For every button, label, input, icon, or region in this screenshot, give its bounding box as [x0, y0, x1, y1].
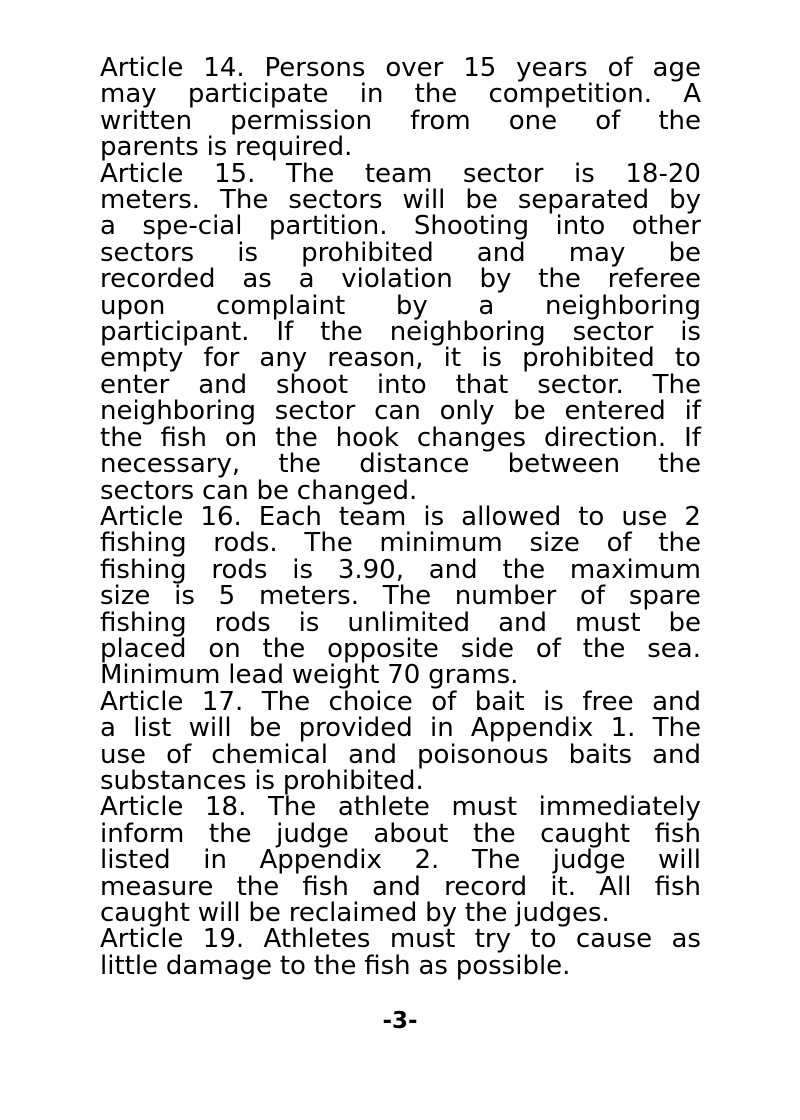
word: fishing [100, 554, 187, 585]
word: the [582, 633, 626, 664]
word: The [261, 686, 311, 717]
text-line [100, 924, 701, 955]
word: age [652, 53, 701, 83]
word: 5 [218, 581, 236, 612]
word: fish [654, 871, 701, 902]
word: sectors [100, 237, 195, 268]
text-line [100, 845, 701, 876]
word: substances [100, 765, 247, 796]
word: is [298, 607, 320, 638]
word: the [313, 950, 357, 981]
text-line [100, 422, 701, 453]
word: will [402, 185, 446, 216]
text-line [100, 264, 701, 295]
word: changed. [296, 475, 418, 506]
word: reclaimed [288, 898, 418, 928]
word: of [607, 53, 633, 83]
word: is [174, 581, 195, 612]
word: team [364, 158, 433, 189]
word: as [418, 950, 448, 981]
word: other [631, 211, 701, 242]
word: can [374, 396, 421, 427]
word: the [278, 449, 322, 480]
word: 2 [684, 501, 701, 532]
word: participate [187, 79, 329, 110]
word: distance [359, 449, 470, 480]
word: the [414, 79, 458, 110]
word: be [248, 898, 281, 928]
word: lead [228, 660, 284, 691]
word: caught [540, 818, 631, 849]
word: may [100, 79, 157, 110]
word: 2. [414, 845, 440, 876]
text-line [100, 79, 701, 110]
word: competition. [488, 79, 652, 110]
word: as [242, 264, 272, 295]
word: 19. [202, 924, 245, 955]
word: must [574, 607, 641, 638]
word: prohibited [522, 343, 655, 374]
word: baits [568, 739, 633, 770]
word: will [197, 898, 241, 928]
word: the [208, 818, 252, 849]
word: use [100, 739, 147, 770]
word: immediately [538, 792, 701, 823]
word: sector. [537, 369, 624, 400]
word: for [203, 343, 240, 374]
word: 18. [205, 792, 247, 823]
word: the [320, 317, 363, 348]
text-line [100, 660, 701, 691]
word: sector [572, 317, 654, 348]
word: try [474, 924, 512, 955]
word: fish [654, 818, 701, 849]
text-line [100, 343, 701, 374]
word: one [508, 105, 558, 136]
word: the [658, 528, 701, 559]
article-paragraph [100, 501, 701, 691]
word: If [684, 422, 701, 453]
word: will [188, 713, 232, 744]
word: Article [100, 501, 184, 532]
word: unlimited [347, 607, 471, 638]
word: The [304, 528, 353, 559]
text-line [100, 369, 701, 400]
text-line [100, 871, 701, 902]
word: The [382, 581, 432, 612]
word: Shooting [413, 211, 530, 242]
word: be [668, 237, 701, 268]
word: must [389, 924, 456, 955]
word: rods [214, 607, 271, 638]
page-number: -3- [382, 1008, 418, 1034]
word: necessary, [100, 449, 241, 480]
word: about [373, 818, 449, 849]
word: Article [100, 924, 184, 955]
word: measure [100, 871, 214, 902]
word: judges. [515, 898, 610, 928]
word: maximum [569, 554, 701, 585]
word: athlete [337, 792, 430, 823]
word: is [543, 686, 564, 717]
word: spe-cial [142, 211, 243, 242]
word: damage [165, 950, 273, 981]
word: is [481, 343, 502, 374]
word: the [472, 818, 516, 849]
word: sectors [100, 475, 195, 506]
word: meters. [258, 581, 359, 612]
word: into [376, 369, 427, 400]
word: size [100, 581, 151, 612]
word: record [444, 871, 528, 902]
word: poisonous [417, 739, 549, 770]
text-line [100, 449, 701, 480]
word: fishing [100, 607, 187, 638]
word: meters. [100, 185, 201, 216]
word: fish [160, 422, 207, 453]
word: little [100, 950, 159, 981]
word: only [439, 396, 495, 427]
word: number [454, 581, 557, 612]
word: provided [298, 713, 413, 744]
word: be [513, 396, 546, 427]
text-line [100, 607, 701, 638]
word: caught [100, 898, 190, 928]
text-line [100, 765, 701, 796]
word: is [237, 237, 259, 268]
word: a [100, 211, 116, 242]
word: of [431, 686, 457, 717]
word: the [502, 554, 546, 585]
word: of [606, 528, 632, 559]
word: Minimum [100, 660, 221, 691]
document-body [100, 55, 701, 979]
word: partition. [268, 211, 388, 242]
word: that [455, 369, 509, 400]
word: prohibited. [282, 765, 424, 796]
word: 16. [200, 501, 242, 532]
word: of [580, 581, 606, 612]
article-paragraph [100, 55, 701, 161]
word: choice [328, 686, 413, 717]
word: Appendix [259, 845, 382, 876]
word: the [658, 105, 701, 136]
word: separated [517, 185, 650, 216]
word: on [224, 422, 258, 453]
word: All [599, 871, 632, 902]
word: 15. [213, 158, 256, 189]
word: changes [416, 422, 527, 453]
word: 18-20 [625, 158, 701, 189]
word: cause [575, 924, 653, 955]
word: the [464, 898, 508, 928]
word: it. [550, 871, 577, 902]
word: fishing [100, 528, 187, 559]
word: allowed [461, 501, 562, 532]
word: 3.90, [337, 554, 404, 585]
word: The [285, 158, 335, 189]
word: and [372, 871, 421, 902]
word: bait [474, 686, 525, 717]
word: chemical [211, 739, 328, 770]
text-line [100, 581, 701, 612]
word: must [451, 792, 518, 823]
word: prohibited [301, 237, 434, 268]
word: of [166, 739, 192, 770]
word: The [471, 845, 521, 876]
text-line [100, 55, 701, 81]
word: opposite [327, 633, 439, 664]
word: if [684, 396, 701, 427]
text-line [100, 132, 701, 163]
word: of [595, 105, 621, 136]
word: will [658, 845, 701, 876]
word: The [267, 792, 317, 823]
word: Appendix [470, 713, 594, 744]
word: is [574, 158, 595, 189]
text-line [100, 158, 701, 189]
article-paragraph [100, 794, 701, 926]
article-paragraph [100, 158, 701, 506]
word: grams. [428, 660, 519, 691]
word: and [498, 607, 547, 638]
word: is [423, 501, 445, 532]
word: in [203, 845, 227, 876]
word: to [578, 501, 605, 532]
word: side [460, 633, 514, 664]
word: fish [364, 950, 411, 981]
word: neighboring [544, 290, 701, 321]
word: participant. [100, 317, 250, 348]
word: of [535, 633, 561, 664]
word: the [275, 422, 318, 453]
word: and [428, 554, 478, 585]
word: 1. [610, 713, 636, 744]
word: the [236, 871, 280, 902]
word: sectors [288, 185, 383, 216]
text-line [100, 211, 701, 242]
word: hook [335, 422, 399, 453]
word: weight [291, 660, 380, 691]
text-line [100, 792, 701, 823]
word: size [529, 528, 580, 559]
word: judge [276, 818, 349, 849]
word: to [530, 924, 557, 955]
text-line [100, 900, 701, 926]
word: Article [100, 53, 184, 83]
word: entered [564, 396, 666, 427]
text-line [100, 554, 701, 585]
word: is [254, 765, 276, 796]
word: between [507, 449, 621, 480]
word: can [201, 475, 249, 506]
word: into [555, 211, 606, 242]
word: direction. [543, 422, 667, 453]
word: Athletes [263, 924, 371, 955]
word: is [292, 554, 314, 585]
word: the [262, 633, 306, 664]
word: by [479, 264, 512, 295]
text-line [100, 950, 701, 981]
word: be [248, 713, 282, 744]
word: referee [607, 264, 701, 295]
article-paragraph [100, 686, 701, 796]
word: by [425, 898, 458, 928]
word: 15 [463, 53, 497, 83]
word: A [683, 79, 701, 110]
word: a [100, 713, 116, 744]
word: Article [100, 686, 184, 717]
text-line [100, 185, 701, 216]
word: 70 [387, 660, 421, 691]
word: upon [100, 290, 166, 321]
word: may [568, 237, 626, 268]
word: rods. [213, 528, 278, 559]
word: be [256, 475, 289, 506]
word: inform [100, 818, 185, 849]
word: listed [100, 845, 171, 876]
word: over [385, 53, 444, 83]
word: judge [552, 845, 626, 876]
word: by [669, 185, 701, 216]
word: permission [230, 105, 373, 136]
text-line [100, 528, 701, 559]
word: the [538, 264, 581, 295]
word: by [395, 290, 428, 321]
word: as [671, 924, 701, 955]
text-line [100, 501, 701, 532]
text-line [100, 633, 701, 664]
word: spare [628, 581, 701, 612]
word: in [429, 713, 454, 744]
word: a [298, 264, 315, 295]
word: free [582, 686, 634, 717]
word: and [652, 686, 701, 717]
word: written [100, 105, 193, 136]
word: empty [100, 343, 184, 374]
text-line [100, 686, 701, 717]
word: and [652, 739, 701, 770]
word: from [410, 105, 471, 136]
word: The [652, 713, 701, 744]
text-line [100, 237, 701, 268]
word: reason, [327, 343, 424, 374]
text-line [100, 713, 701, 744]
text-line [100, 739, 701, 770]
word: sector [462, 158, 544, 189]
word: and [198, 369, 248, 400]
word: 17. [201, 686, 244, 717]
word: required. [235, 132, 353, 163]
word: 14. [203, 53, 245, 83]
word: sector [274, 396, 356, 427]
word: complaint [216, 290, 346, 321]
word: minimum [379, 528, 503, 559]
word: it [443, 343, 462, 374]
text-line [100, 105, 701, 136]
word: recorded [100, 264, 216, 295]
word: the [100, 422, 143, 453]
word: is [206, 132, 228, 163]
word: in [359, 79, 384, 110]
word: violation [341, 264, 453, 295]
word: enter [100, 369, 170, 400]
word: years [516, 53, 588, 83]
word: and [476, 237, 526, 268]
word: Persons [264, 53, 366, 83]
word: any [259, 343, 308, 374]
text-line [100, 396, 701, 427]
word: be [668, 607, 701, 638]
word: the [658, 449, 701, 480]
text-line [100, 290, 701, 321]
word: be [465, 185, 498, 216]
word: The [652, 369, 701, 400]
text-line [100, 818, 701, 849]
word: to [674, 343, 701, 374]
word: If [276, 317, 294, 348]
word: list [133, 713, 172, 744]
word: Article [100, 792, 184, 823]
word: to [279, 950, 306, 981]
word: possible. [455, 950, 571, 981]
word: neighboring [100, 396, 256, 427]
word: shoot [276, 369, 349, 400]
word: Article [100, 158, 184, 189]
word: and [348, 739, 397, 770]
text-line [100, 475, 701, 506]
word: placed [100, 633, 187, 664]
word: team [338, 501, 407, 532]
word: a [478, 290, 495, 321]
word: parents [100, 132, 199, 163]
word: fish [302, 871, 349, 902]
word: rods [211, 554, 268, 585]
word: neighboring [389, 317, 546, 348]
word: The [219, 185, 269, 216]
text-line [100, 317, 701, 348]
word: Each [258, 501, 322, 532]
word: is [680, 317, 701, 348]
word: use [621, 501, 668, 532]
word: sea. [647, 633, 701, 664]
word: on [208, 633, 241, 664]
article-paragraph [100, 926, 701, 979]
